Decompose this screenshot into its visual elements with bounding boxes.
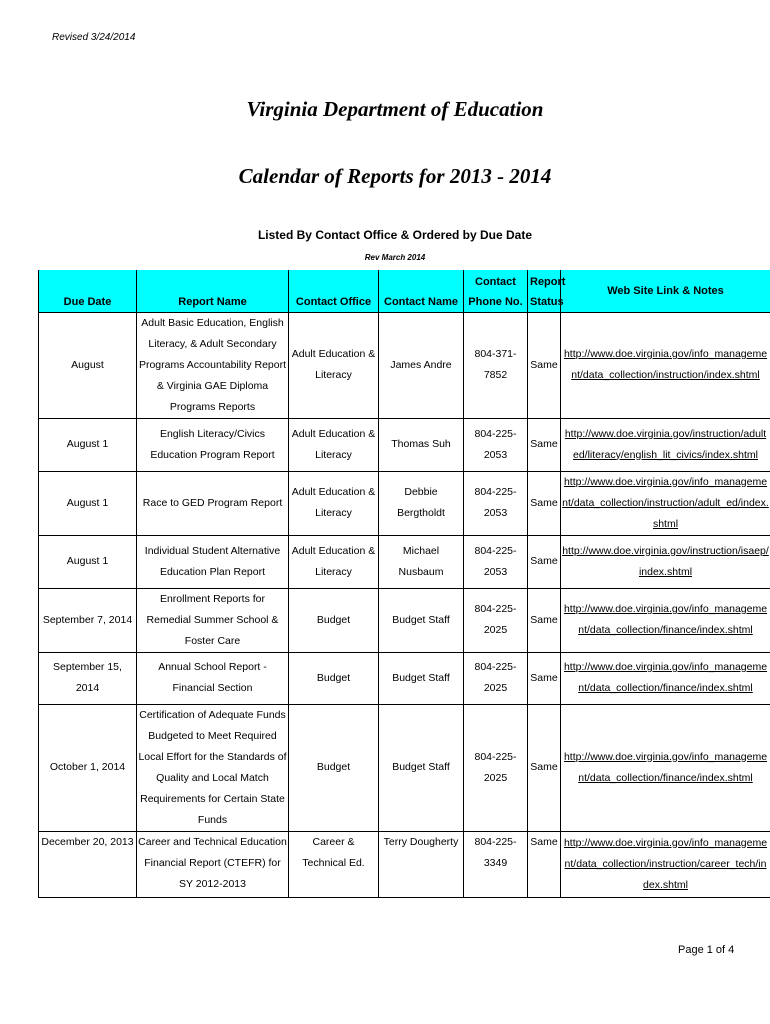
web-link[interactable]: http://www.doe.virginia.gov/info_management/data_collection/instruction/career_tech/index.shtml: [563, 836, 768, 891]
cell-web-link[interactable]: [561, 312, 770, 418]
page-number: Page 1 of 4: [678, 944, 735, 956]
page-title: Virginia Department of Education: [246, 97, 544, 121]
cell-contact-phone: 804-225-2025: [464, 704, 528, 831]
cell-contact-office: Adult Education & Literacy: [289, 471, 379, 535]
revision-note: Rev March 2014: [364, 253, 426, 262]
cell-report-status: Same: [528, 418, 561, 471]
cell-contact-phone: 804-225-2053: [464, 471, 528, 535]
cell-web-link[interactable]: [561, 652, 770, 704]
col-header-contact-phone: Contact Phone No.: [464, 270, 528, 312]
cell-web-link[interactable]: [561, 588, 770, 652]
cell-contact-name: James Andre: [379, 312, 464, 418]
cell-contact-office: Career & Technical Ed.: [289, 831, 379, 897]
cell-contact-phone: 804-225-2025: [464, 652, 528, 704]
col-header-web-link: Web Site Link & Notes: [561, 270, 770, 312]
table-row: [39, 312, 770, 418]
cell-report-status: Same: [528, 704, 561, 831]
web-link[interactable]: http://www.doe.virginia.gov/instruction/adulted/literacy/english_lit_civics/index.shtml: [564, 427, 767, 461]
col-header-contact-office: Contact Office: [289, 270, 379, 312]
web-link[interactable]: http://www.doe.virginia.gov/info_management/data_collection/finance/index.shtml: [563, 750, 768, 784]
cell-contact-office: Adult Education & Literacy: [289, 418, 379, 471]
cell-web-link[interactable]: [561, 418, 770, 471]
cell-due-date: October 1, 2014: [39, 704, 137, 831]
table-row: [39, 418, 770, 471]
cell-due-date: August 1: [39, 535, 137, 588]
cell-web-link[interactable]: [561, 831, 770, 897]
web-link[interactable]: http://www.doe.virginia.gov/info_management/data_collection/finance/index.shtml: [563, 603, 768, 636]
cell-report-status: Same: [528, 471, 561, 535]
cell-contact-phone: 804-225-2053: [464, 418, 528, 471]
calendar-title: Calendar of Reports for 2013 - 2014: [238, 164, 552, 188]
cell-report-status: Same: [528, 312, 561, 418]
cell-contact-name: Debbie Bergtholdt: [379, 471, 464, 535]
cell-contact-name: Thomas Suh: [379, 418, 464, 471]
cell-report-status: Same: [528, 588, 561, 652]
cell-web-link[interactable]: [561, 704, 770, 831]
reports-table: [38, 270, 770, 898]
cell-contact-name: Michael Nusbaum: [379, 535, 464, 588]
cell-report-status: Same: [528, 652, 561, 704]
table-header-row: [39, 270, 770, 312]
cell-report-name: Annual School Report -Financial Section: [137, 652, 289, 704]
cell-contact-phone: 804-225-2025: [464, 588, 528, 652]
cell-contact-office: Adult Education & Literacy: [289, 312, 379, 418]
cell-contact-name: Budget Staff: [379, 652, 464, 704]
subtitle: Listed By Contact Office & Ordered by Due Date: [257, 228, 533, 242]
cell-due-date: September 15, 2014: [39, 652, 137, 704]
table-row: [39, 535, 770, 588]
cell-due-date: December 20, 2013: [39, 831, 137, 897]
cell-web-link[interactable]: [561, 471, 770, 535]
cell-contact-office: Budget: [289, 704, 379, 831]
table-row: [39, 471, 770, 535]
cell-report-name: Enrollment Reports for Remedial Summer School & Foster Care: [137, 588, 289, 652]
col-header-contact-name: Contact Name: [379, 270, 464, 312]
cell-report-name: Career and Technical Education Financial Report (CTEFR) for SY 2012-2013: [137, 831, 289, 897]
cell-report-status: Same: [528, 831, 561, 897]
cell-contact-office: Budget: [289, 588, 379, 652]
cell-web-link[interactable]: [561, 535, 770, 588]
col-header-report-status: Report Status: [528, 270, 561, 312]
web-link[interactable]: http://www.doe.virginia.gov/info_management/data_collection/instruction/index.shtml: [563, 348, 768, 381]
cell-contact-phone: 804-225-3349: [464, 831, 528, 897]
col-header-due-date: Due Date: [39, 270, 137, 312]
table-row: [39, 588, 770, 652]
cell-report-name: Race to GED Program Report: [137, 471, 289, 535]
cell-report-name: Adult Basic Education, English Literacy, & Adult Secondary Programs Accountability Report & Virginia GAE Diploma Programs Reports: [137, 312, 289, 418]
cell-contact-name: Terry Dougherty: [379, 831, 464, 897]
cell-report-name: Certification of Adequate Funds Budgeted to Meet Required Local Effort for the Standards of Quality and Local Match Requirements for Certain State Funds: [137, 704, 289, 831]
cell-contact-office: Adult Education & Literacy: [289, 535, 379, 588]
cell-contact-name: Budget Staff: [379, 704, 464, 831]
cell-due-date: August 1: [39, 471, 137, 535]
web-link[interactable]: http://www.doe.virginia.gov/info_management/data_collection/finance/index.shtml: [563, 661, 768, 694]
cell-report-name: English Literacy/Civics Education Program Report: [137, 418, 289, 471]
web-link[interactable]: http://www.doe.virginia.gov/instruction/isaep/index.shtml: [562, 544, 769, 578]
web-link[interactable]: http://www.doe.virginia.gov/info_management/data_collection/instruction/adult_ed/index.shtml: [562, 475, 769, 530]
table-row: [39, 831, 770, 897]
cell-contact-name: Budget Staff: [379, 588, 464, 652]
cell-due-date: August: [39, 312, 137, 418]
revised-date: Revised 3/24/2014: [52, 32, 136, 43]
cell-contact-phone: 804-225-2053: [464, 535, 528, 588]
cell-due-date: August 1: [39, 418, 137, 471]
cell-due-date: September 7, 2014: [39, 588, 137, 652]
table-row: [39, 704, 770, 831]
cell-report-name: Individual Student Alternative Education Plan Report: [137, 535, 289, 588]
cell-report-status: Same: [528, 535, 561, 588]
col-header-report-name: Report Name: [137, 270, 289, 312]
cell-contact-office: Budget: [289, 652, 379, 704]
table-row: [39, 652, 770, 704]
cell-contact-phone: 804-371-7852: [464, 312, 528, 418]
